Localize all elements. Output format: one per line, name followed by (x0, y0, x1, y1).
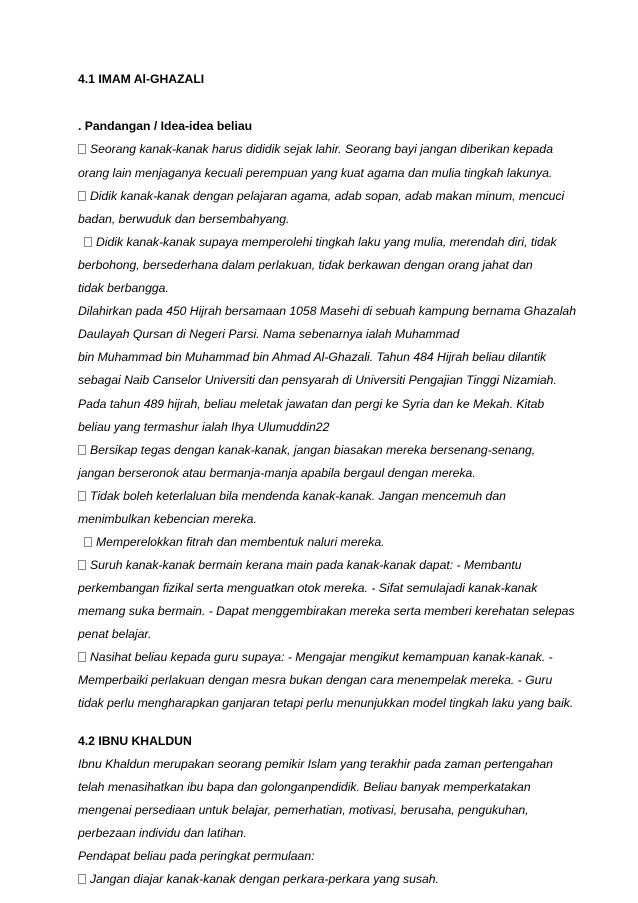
bullet-box-icon (84, 237, 92, 247)
text-line: penat belajar. (78, 627, 152, 641)
text-line: sebagai Naib Canselor Universiti dan pensyarah di Universiti Pengajian Tinggi Nizamiah. (78, 373, 557, 387)
bullet-box-icon (78, 491, 86, 501)
text-line: Pendapat beliau pada peringkat permulaan: (78, 849, 315, 863)
bullet-line: Suruh kanak-kanak bermain kerana main pada kanak-kanak dapat: - Membantu (78, 558, 522, 573)
text-line: tidak berbangga. (78, 281, 169, 295)
text-line: Daulayah Qursan di Negeri Parsi. Nama sebenarnya ialah Muhammad (78, 327, 460, 341)
text-line: telah menasihatkan ibu bapa dan golonganpendidik. Beliau banyak memperkatakan (78, 780, 531, 794)
text-line: beliau yang termashur ialah Ihya Ulumuddin22 (78, 420, 330, 434)
text-line: Pada tahun 489 hijrah, beliau meletak jawatan dan pergi ke Syria dan ke Mekah. Kitab (78, 397, 545, 411)
text-line: jangan berseronok atau bermanja-manja apabila bergaul dengan mereka. (78, 466, 476, 480)
bullet-line: Jangan diajar kanak-kanak dengan perkara-perkara yang susah. (78, 872, 439, 887)
text-line: orang lain menjaganya kecuali perempuan yang kuat agama dan mulia tingkah lakunya. (78, 166, 553, 180)
bullet-box-icon (78, 560, 86, 570)
text-line: badan, berwuduk dan bersembahyang. (78, 212, 290, 226)
bullet-line: Memperelokkan fitrah dan membentuk naluri mereka. (84, 535, 385, 550)
text-line: perbezaan individu dan latihan. (78, 826, 247, 840)
bullet-line: Tidak boleh keterlaluan bila mendenda kanak-kanak. Jangan mencemuh dan (78, 489, 506, 504)
text-line: berbohong, bersederhana dalam perlakuan, tidak berkawan dengan orang jahat dan (78, 258, 533, 272)
subheading-pandangan: . Pandangan / Idea-idea beliau (78, 119, 253, 133)
text-line: mengenai persediaan untuk belajar, pemerhatian, motivasi, berusaha, pengukuhan, (78, 803, 529, 817)
bullet-box-icon (78, 191, 86, 201)
section-heading-ibnu-khaldun: 4.2 IBNU KHALDUN (78, 734, 192, 748)
bullet-box-icon (78, 652, 86, 662)
text-line: Memperbaiki perlakuan dengan mesra bukan dengan cara menempelak mereka. - Guru (78, 673, 553, 687)
bullet-box-icon (78, 144, 86, 154)
text-line: perkembangan fizikal serta menguatkan otok mereka. - Sifat semulajadi kanak-kanak (78, 581, 538, 595)
bullet-line: Seorang kanak-kanak harus dididik sejak lahir. Seorang bayi jangan diberikan kepada (78, 142, 553, 157)
text-line: memang suka bermain. - Dapat menggembirakan mereka serta memberi kerehatan selepas (78, 604, 575, 618)
bullet-line: Didik kanak-kanak supaya memperolehi tingkah laku yang mulia, merendah diri, tidak (84, 235, 557, 250)
bullet-line: Nasihat beliau kepada guru supaya: - Mengajar mengikut kemampuan kanak-kanak. - (78, 650, 553, 665)
bullet-line: Didik kanak-kanak dengan pelajaran agama, adab sopan, adab makan minum, mencuci (78, 189, 564, 204)
bullet-box-icon (84, 537, 92, 547)
bullet-line: Bersikap tegas dengan kanak-kanak, jangan biasakan mereka bersenang-senang, (78, 443, 535, 458)
text-line: bin Muhammad bin Muhammad bin Ahmad Al-Ghazali. Tahun 484 Hijrah beliau dilantik (78, 350, 547, 364)
text-line: Ibnu Khaldun merupakan seorang pemikir Islam yang terakhir pada zaman pertengahan (78, 757, 553, 771)
section-heading-al-ghazali: 4.1 IMAM Al-GHAZALI (78, 72, 205, 86)
bullet-box-icon (78, 874, 86, 884)
text-line: menimbulkan kebencian mereka. (78, 512, 257, 526)
bullet-box-icon (78, 445, 86, 455)
text-line: Dilahirkan pada 450 Hijrah bersamaan 1058 Masehi di sebuah kampung bernama Ghazalah (78, 304, 576, 318)
text-line: tidak perlu mengharapkan ganjaran tetapi perlu menunjukkan model tingkah laku yang baik. (78, 696, 574, 710)
